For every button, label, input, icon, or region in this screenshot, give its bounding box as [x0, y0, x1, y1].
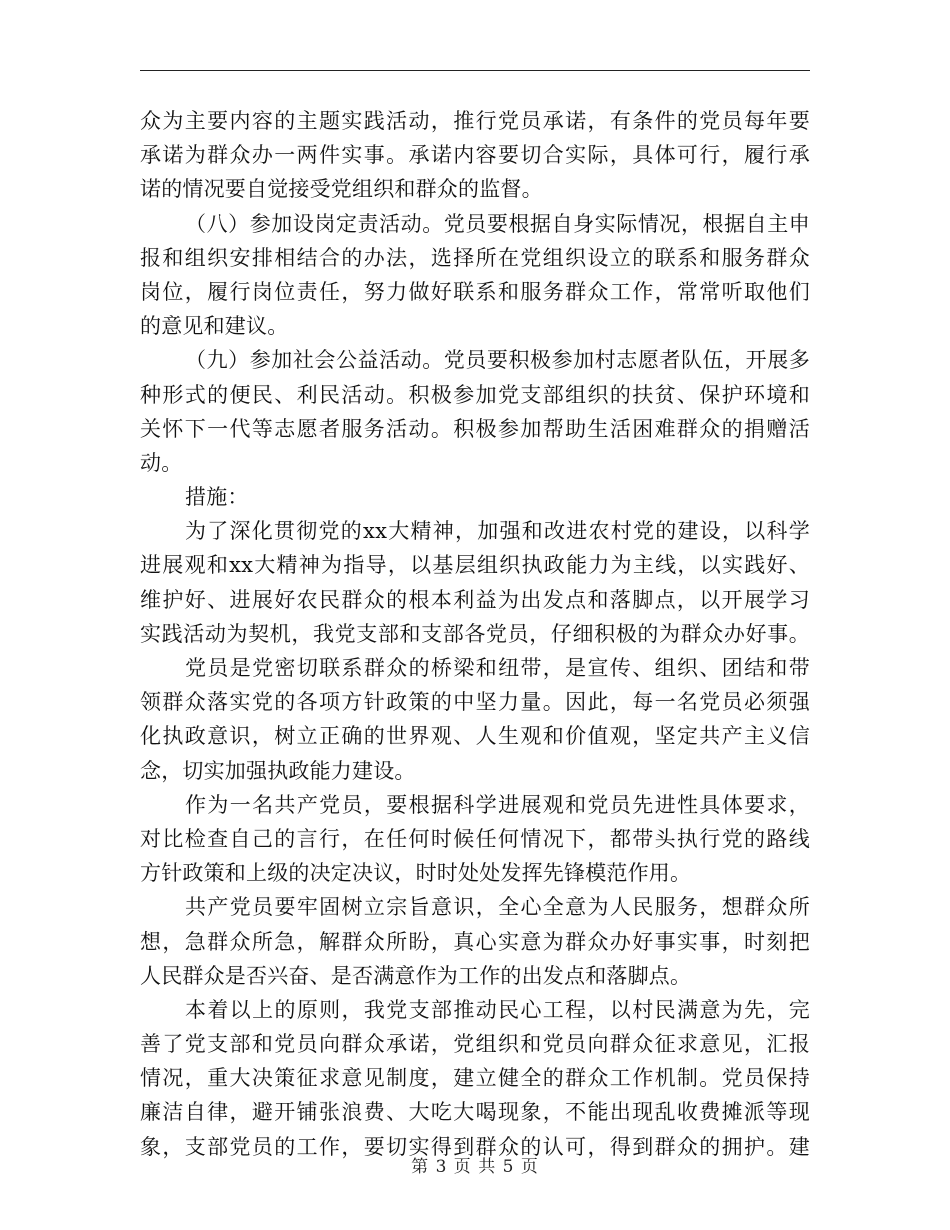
text-line: 化执政意识，树立正确的世界观、人生观和价值观，坚定共产主义信: [140, 724, 810, 749]
section-heading-line: （九）参加社会公益活动。党员要积极参加村志愿者队伍，开展多: [185, 348, 810, 373]
text-line: 维护好、进展好农民群众的根本利益为出发点和落脚点，以开展学习: [140, 587, 810, 612]
text-line: 动。: [140, 450, 183, 475]
text-line: 对比检查自己的言行，在任何时候任何情况下，都带头执行党的路线: [140, 826, 810, 851]
text-line: 共产党员要牢固树立宗旨意识，全心全意为人民服务，想群众所: [185, 895, 810, 920]
text-line: 为了深化贯彻党的xx大精神，加强和改进农村党的建设，以科学: [185, 519, 810, 544]
text-line: 作为一名共产党员，要根据科学进展观和党员先进性具体要求，: [185, 792, 810, 817]
text-line: 关怀下一代等志愿者服务活动。积极参加帮助生活困难群众的捐赠活: [140, 416, 810, 441]
text-line: 党员是党密切联系群众的桥梁和纽带，是宣传、组织、团结和带: [185, 656, 810, 680]
text-line: 人民群众是否兴奋、是否满意作为工作的出发点和落脚点。: [140, 963, 692, 988]
text-line: 善了党支部和党员向群众承诺，党组织和党员向群众征求意见，汇报: [140, 1032, 810, 1057]
text-line: 的意见和建议。: [140, 314, 289, 339]
measures-heading: 措施：: [185, 485, 249, 510]
text-line: 岗位，履行岗位责任，努力做好联系和服务群众工作，常常听取他们: [140, 279, 810, 304]
text-line: 报和组织安排相结合的办法，选择所在党组织设立的联系和服务群众: [140, 245, 810, 270]
page-number-footer: 第 3 页 共 5 页: [411, 1157, 539, 1177]
text-line: 领群众落实党的各项方针政策的中坚力量。因此，每一名党员必须强: [140, 690, 810, 715]
section-heading-line: （八）参加设岗定责活动。党员要根据自身实际情况，根据自主申: [185, 211, 810, 236]
text-line: 诺的情况要自觉接受党组织和群众的监督。: [140, 177, 543, 202]
text-line: 廉洁自律，避开铺张浪费、大吃大喝现象，不能出现乱收费摊派等现: [140, 1100, 810, 1125]
header-rule: [140, 70, 810, 71]
document-body: [140, 104, 810, 1164]
text-line: 本着以上的原则，我党支部推动民心工程，以村民满意为先，完: [185, 997, 810, 1022]
text-line: 实践活动为契机，我党支部和支部各党员，仔细积极的为群众办好事。: [140, 621, 810, 646]
text-line: 众为主要内容的主题实践活动，推行党员承诺，有条件的党员每年要: [140, 109, 810, 133]
text-line: 进展观和xx大精神为指导，以基层组织执政能力为主线，以实践好、: [140, 553, 810, 578]
text-line: 念，切实加强执政能力建设。: [140, 758, 416, 783]
text-line: 情况，重大决策征求意见制度，建立健全的群众工作机制。党员保持: [140, 1066, 810, 1091]
text-line: 承诺为群众办一两件实事。承诺内容要切合实际，具体可行，履行承: [140, 143, 810, 168]
text-line: 种形式的便民、利民活动。积极参加党支部组织的扶贫、保护环境和: [140, 382, 810, 407]
text-line: 方针政策和上级的决定决议，时时处处发挥先锋模范作用。: [140, 861, 692, 886]
text-line: 象，支部党员的工作，要切实得到群众的认可，得到群众的拥护。建: [140, 1134, 810, 1159]
text-line: 想，急群众所急，解群众所盼，真心实意为群众办好事实事，时刻把: [140, 929, 810, 954]
